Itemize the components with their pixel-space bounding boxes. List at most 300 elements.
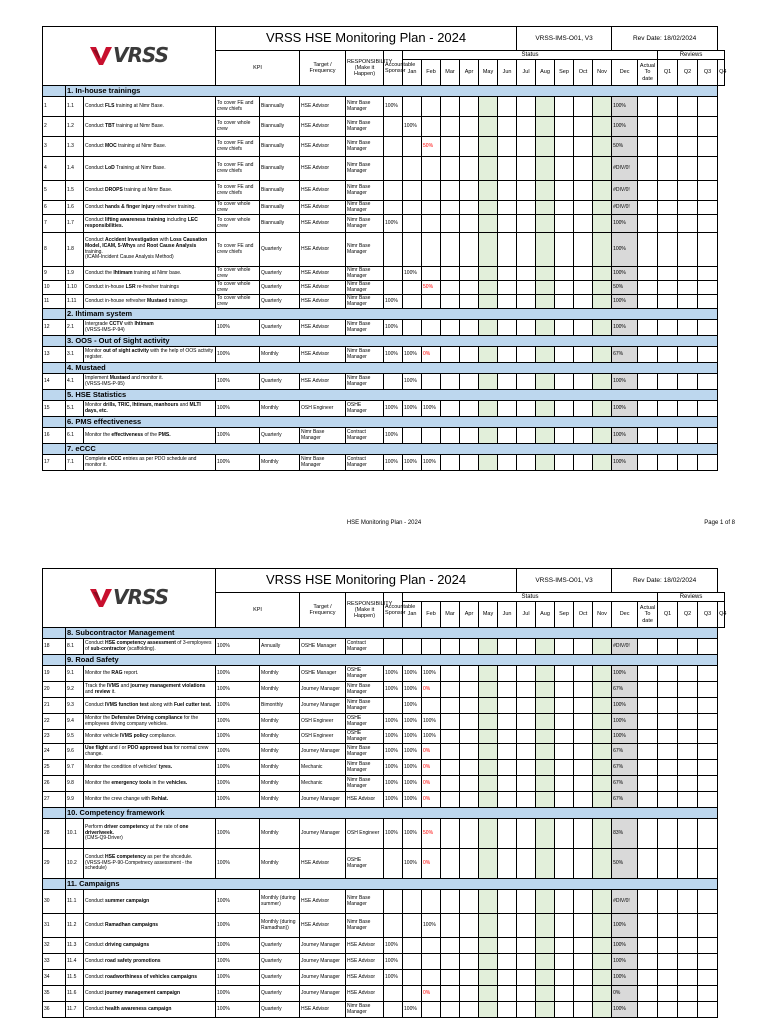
quarter-review-cell <box>698 157 718 181</box>
table-row <box>43 714 725 730</box>
quarter-review-cell <box>678 401 698 417</box>
responsibility-cell: HSE Advisor <box>300 215 346 233</box>
month-status-cell <box>479 320 498 336</box>
actual-to-date-cell: 100% <box>612 698 638 714</box>
month-status-cell <box>422 117 441 137</box>
month-status-cell <box>384 157 403 181</box>
month-status-cell <box>555 890 574 914</box>
kpi-description: Monitor the condition of vehicles' tyres. <box>84 760 216 776</box>
quarter-review-cell <box>698 666 718 682</box>
frequency-cell: Quarterly <box>260 938 300 954</box>
quarter-review-cell <box>698 986 718 1002</box>
kpi-description: Monitor vehicle IVMS policy compliance. <box>84 730 216 744</box>
month-status-cell <box>517 744 536 760</box>
month-status-cell <box>517 914 536 938</box>
month-status-cell <box>441 970 460 986</box>
quarter-review-cell <box>658 281 678 295</box>
month-status-cell <box>555 428 574 444</box>
month-status-cell <box>593 157 612 181</box>
month-status-cell: 100% <box>422 730 441 744</box>
month-status-cell: 100% <box>422 914 441 938</box>
row-number: 26 <box>43 776 66 792</box>
quarter-review-cell <box>678 986 698 1002</box>
month-status-cell <box>593 374 612 390</box>
frequency-cell: Quarterly <box>260 1002 300 1018</box>
month-status-cell: 0% <box>422 682 441 698</box>
quarter-review-cell <box>638 744 658 760</box>
table-row <box>43 849 725 879</box>
quarter-review-cell <box>658 157 678 181</box>
section-header-row <box>43 390 725 401</box>
target-cell: 100% <box>216 682 260 698</box>
month-status-cell <box>498 374 517 390</box>
month-status-cell <box>479 639 498 655</box>
quarter-review-cell <box>678 730 698 744</box>
document-title: VRSS HSE Monitoring Plan - 2024 <box>216 27 517 51</box>
target-cell: 100% <box>216 347 260 363</box>
month-status-cell <box>555 714 574 730</box>
month-status-cell <box>555 970 574 986</box>
table-row <box>43 890 725 914</box>
actual-to-date-cell: 67% <box>612 760 638 776</box>
month-header: Dec <box>612 60 638 86</box>
row-number: 24 <box>43 744 66 760</box>
kpi-description: Conduct FLS training at Nimr Base. <box>84 97 216 117</box>
responsibility-cell: HSE Advisor <box>300 117 346 137</box>
row-number: 8 <box>43 233 66 267</box>
month-status-cell <box>574 682 593 698</box>
month-status-cell <box>422 698 441 714</box>
month-status-cell <box>479 347 498 363</box>
quarter-review-cell <box>658 267 678 281</box>
row-number: 23 <box>43 730 66 744</box>
table-row <box>43 455 725 471</box>
month-status-cell <box>555 819 574 849</box>
actual-to-date-cell: 100% <box>612 938 638 954</box>
accountable-sponsor-cell: HSE Advisor <box>346 954 384 970</box>
quarter-review-cell <box>678 714 698 730</box>
frequency-cell: Monthly <box>260 792 300 808</box>
responsibility-cell: OSHE Manager <box>300 639 346 655</box>
target-cell: To cover whole crew <box>216 201 260 215</box>
month-status-cell <box>536 428 555 444</box>
month-status-cell <box>479 986 498 1002</box>
row-number: 5 <box>43 181 66 201</box>
month-status-cell <box>479 914 498 938</box>
month-status-cell: 100% <box>422 455 441 471</box>
section-title: 11. Campaigns <box>66 879 718 890</box>
table-row <box>43 401 725 417</box>
month-status-cell <box>517 157 536 181</box>
month-status-cell <box>460 954 479 970</box>
kpi-description: Conduct road safety promotions <box>84 954 216 970</box>
frequency-cell: Quarterly <box>260 281 300 295</box>
month-status-cell: 50% <box>422 819 441 849</box>
quarter-review-cell <box>658 97 678 117</box>
month-status-cell <box>574 639 593 655</box>
section-header-row <box>43 86 725 97</box>
kpi-id: 6.1 <box>66 428 84 444</box>
target-cell: 100% <box>216 970 260 986</box>
kpi-description: Monitor the effectiveness of the PMS. <box>84 428 216 444</box>
responsibility-cell: Journey Manager <box>300 792 346 808</box>
quarter-review-cell <box>638 639 658 655</box>
section-header-row <box>43 879 725 890</box>
month-status-cell <box>441 401 460 417</box>
month-status-cell <box>479 890 498 914</box>
quarter-review-cell <box>698 267 718 281</box>
month-status-cell <box>536 954 555 970</box>
month-status-cell <box>479 137 498 157</box>
month-status-cell <box>479 295 498 309</box>
month-status-cell <box>498 730 517 744</box>
month-status-cell <box>517 1002 536 1018</box>
quarter-review-cell <box>658 233 678 267</box>
month-status-cell <box>593 970 612 986</box>
accountable-sponsor-cell: Nimr Base Manager <box>346 776 384 792</box>
kpi-description: Monitor the crew change with Rehlat. <box>84 792 216 808</box>
month-status-cell <box>536 295 555 309</box>
kpi-id: 9.4 <box>66 714 84 730</box>
month-status-cell <box>574 744 593 760</box>
month-status-cell <box>555 776 574 792</box>
month-status-cell <box>479 776 498 792</box>
month-header: Sep <box>555 60 574 86</box>
table-row <box>43 428 725 444</box>
section-title: 1. In-house trainings <box>66 86 718 97</box>
month-status-cell <box>593 201 612 215</box>
kpi-description: Monitor the Defensive Driving compliance for the employees driving company vehicles. <box>84 714 216 730</box>
month-status-cell <box>555 347 574 363</box>
month-status-cell: 100% <box>384 320 403 336</box>
frequency-cell: Monthly <box>260 455 300 471</box>
quarter-review-cell <box>638 157 658 181</box>
month-header: Aug <box>536 602 555 628</box>
quarter-review-cell <box>678 1002 698 1018</box>
month-status-cell <box>460 914 479 938</box>
responsibility-cell: Journey Manager <box>300 954 346 970</box>
quarter-review-cell <box>638 682 658 698</box>
table-row <box>43 938 725 954</box>
month-status-cell <box>403 428 422 444</box>
month-status-cell <box>517 682 536 698</box>
kpi-description: Conduct HSE competency assessment of 3-employees of sub-contractor (scaffolding). <box>84 639 216 655</box>
quarter-review-cell <box>698 281 718 295</box>
month-status-cell <box>422 890 441 914</box>
month-status-cell <box>555 914 574 938</box>
responsibility-cell: Journey Manager <box>300 986 346 1002</box>
month-status-cell <box>536 233 555 267</box>
quarter-review-cell <box>698 819 718 849</box>
responsibility-cell: Nimr Base Manager <box>300 455 346 471</box>
accountable-sponsor-cell: OSHE Manager <box>346 714 384 730</box>
month-status-cell <box>479 157 498 181</box>
quarter-review-cell <box>658 181 678 201</box>
kpi-description: Complete eCCC entries as per PDO schedule and monitor it. <box>84 455 216 471</box>
month-status-cell <box>555 986 574 1002</box>
month-status-cell <box>536 215 555 233</box>
month-status-cell <box>422 320 441 336</box>
kpi-description: Conduct in-house refresher Mustaed trainings <box>84 295 216 309</box>
quarter-review-cell <box>658 744 678 760</box>
responsibility-cell: HSE Advisor <box>300 281 346 295</box>
accountable-sponsor-cell: OSH Engineer <box>346 819 384 849</box>
month-status-cell <box>593 986 612 1002</box>
month-status-cell <box>593 819 612 849</box>
month-status-cell <box>460 970 479 986</box>
month-header: Jun <box>498 602 517 628</box>
month-status-cell <box>460 714 479 730</box>
quarter-review-cell <box>658 760 678 776</box>
month-status-cell <box>498 295 517 309</box>
table-row <box>43 374 725 390</box>
row-number: 12 <box>43 320 66 336</box>
month-status-cell <box>422 157 441 181</box>
frequency-cell: Monthly <box>260 401 300 417</box>
kpi-description: Intergrade CCTV with Ihtimam (VRSS-IMS-P-94) <box>84 320 216 336</box>
month-status-cell <box>441 760 460 776</box>
responsibility-cell: Mechanic <box>300 760 346 776</box>
frequency-cell: Quarterly <box>260 233 300 267</box>
actual-to-date-cell: 83% <box>612 819 638 849</box>
month-status-cell <box>498 281 517 295</box>
kpi-description: Implement Mustaed and monitor it. (VRSS-IMS-P-95) <box>84 374 216 390</box>
month-status-cell: 50% <box>422 137 441 157</box>
frequency-cell: Biannually <box>260 137 300 157</box>
kpi-id: 3.1 <box>66 347 84 363</box>
month-status-cell <box>593 849 612 879</box>
month-status-cell <box>555 938 574 954</box>
actual-to-date-cell: 100% <box>612 914 638 938</box>
month-header: Jun <box>498 60 517 86</box>
actual-to-date-cell: 50% <box>612 849 638 879</box>
quarter-review-cell <box>698 455 718 471</box>
month-status-cell <box>479 201 498 215</box>
actual-to-date-cell: 67% <box>612 792 638 808</box>
responsibility-cell: Journey Manager <box>300 819 346 849</box>
month-status-cell: 0% <box>422 760 441 776</box>
month-status-cell <box>479 401 498 417</box>
actual-to-date-cell: 100% <box>612 954 638 970</box>
target-cell: To cover FE and crew chiefs <box>216 233 260 267</box>
month-status-cell <box>441 320 460 336</box>
frequency-cell: Monthly (during Ramadhan)) <box>260 914 300 938</box>
kpi-description: Use flight and / or PDO approved bus for normal crew change. <box>84 744 216 760</box>
quarter-review-cell <box>698 401 718 417</box>
quarter-review-cell <box>638 970 658 986</box>
month-status-cell <box>460 455 479 471</box>
quarter-review-cell <box>638 1002 658 1018</box>
target-cell: 100% <box>216 890 260 914</box>
month-status-cell <box>460 267 479 281</box>
month-status-cell: 100% <box>403 849 422 879</box>
quarter-header: Q3 <box>698 60 718 86</box>
month-status-cell <box>384 639 403 655</box>
actual-to-date-cell: 50% <box>612 281 638 295</box>
month-status-cell <box>517 455 536 471</box>
month-status-cell: 100% <box>384 744 403 760</box>
month-status-cell <box>536 639 555 655</box>
month-status-cell <box>517 320 536 336</box>
quarter-review-cell <box>678 455 698 471</box>
quarter-review-cell <box>658 890 678 914</box>
month-status-cell <box>574 954 593 970</box>
month-status-cell <box>593 215 612 233</box>
target-cell: 100% <box>216 819 260 849</box>
frequency-cell: Monthly <box>260 347 300 363</box>
section-title: 5. HSE Statistics <box>66 390 718 401</box>
month-status-cell: 0% <box>422 744 441 760</box>
target-cell: 100% <box>216 730 260 744</box>
quarter-review-cell <box>658 374 678 390</box>
month-status-cell: 100% <box>403 698 422 714</box>
month-status-cell <box>498 986 517 1002</box>
quarter-review-cell <box>658 320 678 336</box>
month-status-cell <box>593 666 612 682</box>
kpi-description: Conduct journey management campaign <box>84 986 216 1002</box>
month-status-cell <box>555 215 574 233</box>
kpi-id: 11.4 <box>66 954 84 970</box>
month-status-cell: 100% <box>384 455 403 471</box>
month-status-cell <box>555 401 574 417</box>
target-cell: 100% <box>216 401 260 417</box>
month-status-cell <box>593 320 612 336</box>
month-status-cell <box>422 97 441 117</box>
target-cell: 100% <box>216 986 260 1002</box>
row-number: 17 <box>43 455 66 471</box>
frequency-cell: Quarterly <box>260 954 300 970</box>
month-status-cell <box>593 914 612 938</box>
kpi-id: 9.8 <box>66 776 84 792</box>
section-title: 3. OOS - Out of Sight activity <box>66 336 718 347</box>
month-status-cell <box>555 137 574 157</box>
section-header-row <box>43 808 725 819</box>
logo-text: VRSS <box>113 585 168 610</box>
kpi-id: 9.1 <box>66 666 84 682</box>
target-cell: 100% <box>216 792 260 808</box>
status-header: Status <box>403 51 658 60</box>
month-status-cell <box>441 181 460 201</box>
month-status-cell <box>422 428 441 444</box>
section-title: 7. eCCC <box>66 444 718 455</box>
month-status-cell <box>536 374 555 390</box>
month-status-cell <box>574 714 593 730</box>
quarter-review-cell <box>638 137 658 157</box>
month-status-cell <box>536 1002 555 1018</box>
month-status-cell <box>574 455 593 471</box>
frequency-cell: Monthly <box>260 760 300 776</box>
quarter-review-cell <box>658 215 678 233</box>
month-status-cell <box>593 97 612 117</box>
month-status-cell <box>441 137 460 157</box>
quarter-review-cell <box>638 181 658 201</box>
month-status-cell <box>536 320 555 336</box>
quarter-review-cell <box>638 295 658 309</box>
month-status-cell <box>498 760 517 776</box>
quarter-review-cell <box>678 639 698 655</box>
month-status-cell <box>574 938 593 954</box>
month-status-cell <box>555 281 574 295</box>
table-row <box>43 281 725 295</box>
frequency-cell: Biannually <box>260 117 300 137</box>
responsibility-cell: HSE Advisor <box>300 267 346 281</box>
quarter-review-cell <box>678 157 698 181</box>
quarter-review-cell <box>678 117 698 137</box>
month-status-cell <box>422 1002 441 1018</box>
month-status-cell <box>441 97 460 117</box>
quarter-review-cell <box>638 201 658 215</box>
month-status-cell <box>422 233 441 267</box>
table-row <box>43 970 725 986</box>
monitoring-plan-table <box>42 568 725 1018</box>
target-cell: To cover FE and crew chiefs <box>216 97 260 117</box>
month-status-cell <box>536 97 555 117</box>
month-status-cell <box>574 320 593 336</box>
month-status-cell <box>517 698 536 714</box>
kpi-description: Conduct DROPS training at Nimr Base. <box>84 181 216 201</box>
month-status-cell <box>441 914 460 938</box>
quarter-review-cell <box>658 295 678 309</box>
month-status-cell <box>574 137 593 157</box>
quarter-review-cell <box>678 374 698 390</box>
kpi-id: 8.1 <box>66 639 84 655</box>
responsibility-cell: HSE Advisor <box>300 181 346 201</box>
month-status-cell <box>574 986 593 1002</box>
quarter-review-cell <box>658 730 678 744</box>
actual-to-date-cell: 100% <box>612 970 638 986</box>
month-status-cell <box>593 267 612 281</box>
month-status-cell: 100% <box>384 682 403 698</box>
frequency-cell: Monthly <box>260 714 300 730</box>
actual-to-date-cell: #DIV/0! <box>612 181 638 201</box>
logo-mark-icon <box>90 589 112 607</box>
responsibility-cell: OSH Engineer <box>300 730 346 744</box>
month-status-cell <box>460 682 479 698</box>
month-status-cell <box>555 117 574 137</box>
quarter-header: Q1 <box>658 602 678 628</box>
responsibility-cell: OSHE Manager <box>300 666 346 682</box>
responsibility-header: RESPONSIBILITY (Make it Happen) <box>346 593 384 628</box>
kpi-id: 10.1 <box>66 819 84 849</box>
month-status-cell <box>441 639 460 655</box>
quarter-review-cell <box>638 233 658 267</box>
month-status-cell <box>593 137 612 157</box>
month-header: Sep <box>555 602 574 628</box>
month-status-cell <box>593 455 612 471</box>
month-status-cell <box>498 776 517 792</box>
accountable-sponsor-cell: OSHE Manager <box>346 401 384 417</box>
quarter-header: Q2 <box>678 60 698 86</box>
actual-to-date-cell: 100% <box>612 233 638 267</box>
month-status-cell <box>460 374 479 390</box>
responsibility-cell: HSE Advisor <box>300 201 346 215</box>
plan-page-1 <box>42 26 725 471</box>
actual-to-date-cell: 50% <box>612 137 638 157</box>
month-status-cell <box>403 986 422 1002</box>
kpi-description: Monitor the emergency tools in the vehicles. <box>84 776 216 792</box>
quarter-review-cell <box>638 730 658 744</box>
quarter-review-cell <box>678 682 698 698</box>
month-status-cell: 100% <box>384 760 403 776</box>
kpi-id: 11.3 <box>66 938 84 954</box>
month-status-cell <box>441 455 460 471</box>
quarter-review-cell <box>698 776 718 792</box>
row-number: 16 <box>43 428 66 444</box>
target-cell: To cover whole crew <box>216 281 260 295</box>
row-number: 13 <box>43 347 66 363</box>
month-status-cell: 100% <box>384 730 403 744</box>
month-status-cell <box>441 730 460 744</box>
